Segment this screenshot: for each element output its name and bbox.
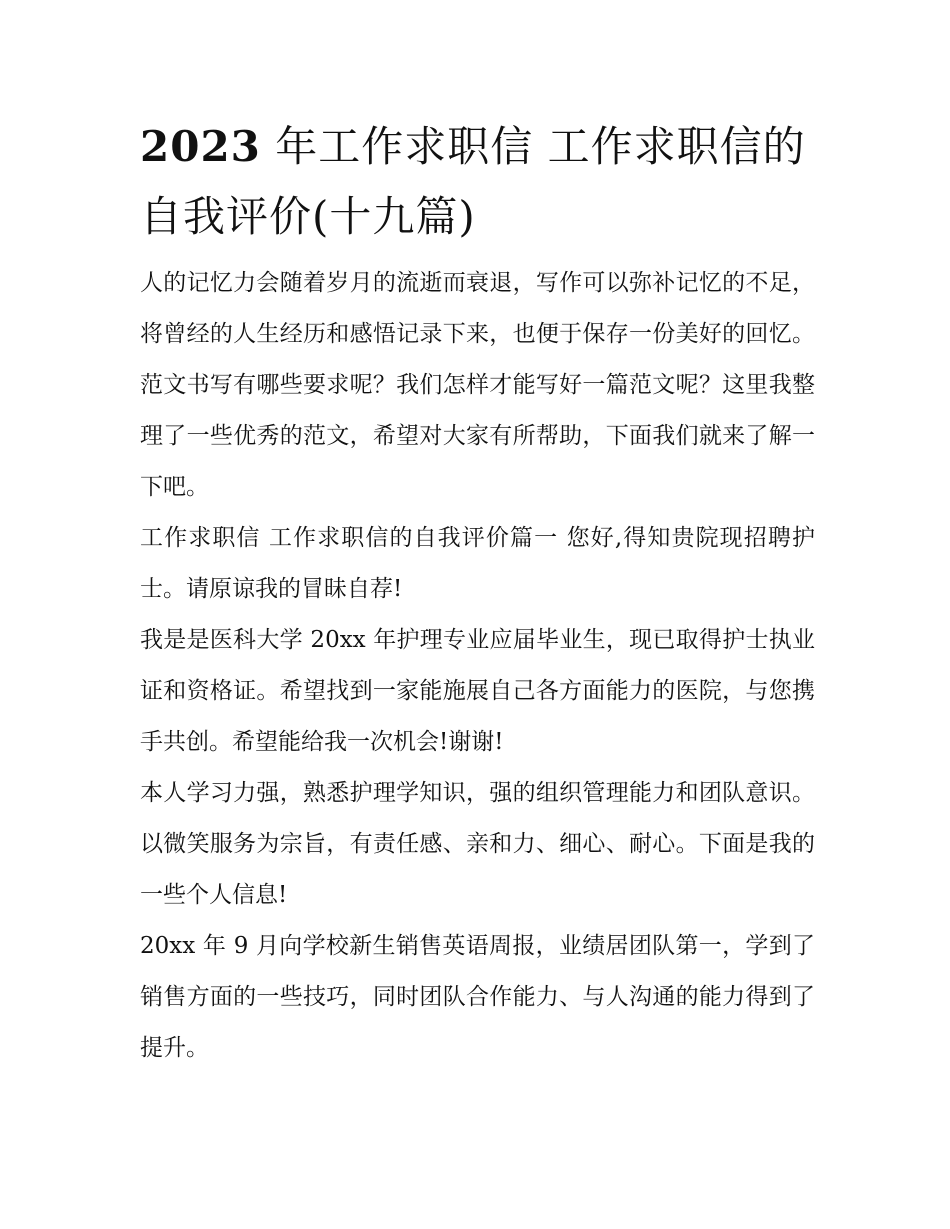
intro-paragraph: 人的记忆力会随着岁月的流逝而衰退，写作可以弥补记忆的不足，将曾经的人生经历和感悟记录下来，也便于保存一份美好的回忆。范文书写有哪些要求呢？我们怎样才能写好一篇范文呢？这里我整理了一些优秀的范文，希望对大家有所帮助，下面我们就来了解一下吧。 [140,270,815,500]
title-year: 2023 [140,122,261,171]
experience-paragraph: 20xx 年 9 月向学校新生销售英语周报，业绩居团队第一，学到了销售方面的一些技巧，同时团队合作能力、与人沟通的能力得到了提升。 [140,933,815,1061]
title-text: 年工作求职信 工作求职信的自我评价(十九篇) [140,122,806,241]
abilities-paragraph: 本人学习力强，熟悉护理学知识，强的组织管理能力和团队意识。以微笑服务为宗旨，有责任感、亲和力、细心、耐心。下面是我的一些个人信息! [140,780,815,908]
document-title [140,112,815,252]
document-body [140,112,815,1074]
section-heading-paragraph: 工作求职信 工作求职信的自我评价篇一 您好,得知贵院现招聘护士。请原谅我的冒昧自荐! [140,525,815,602]
self-intro-paragraph: 我是是医科大学 20xx 年护理专业应届毕业生，现已取得护士执业证和资格证。希望找到一家能施展自己各方面能力的医院，与您携手共创。希望能给我一次机会!谢谢! [140,627,815,755]
